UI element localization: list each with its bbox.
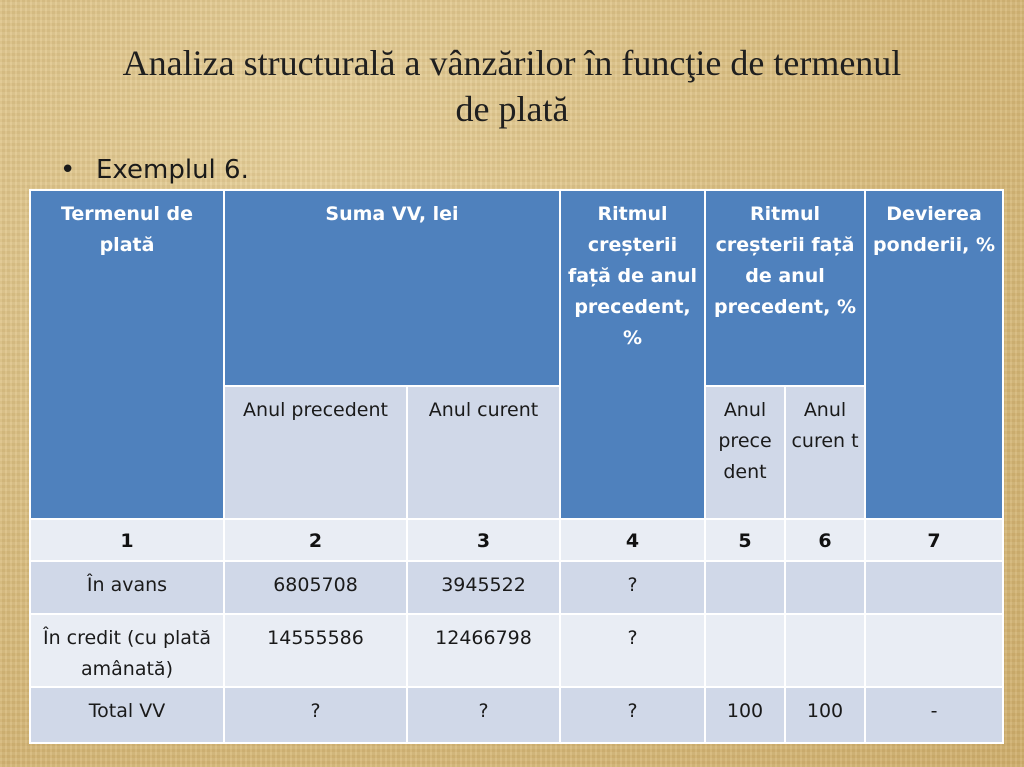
table-cell: ? [407, 687, 560, 743]
table-cell: 100 [705, 687, 785, 743]
table-cell: 14555586 [224, 614, 407, 687]
table-cell: 100 [785, 687, 865, 743]
table-cell: ? [224, 687, 407, 743]
sales-structure-table [29, 189, 1004, 744]
column-number: 3 [407, 519, 560, 561]
header-devierea: Devierea ponderii, % [865, 190, 1003, 519]
column-number: 7 [865, 519, 1003, 561]
table-cell: ? [560, 614, 705, 687]
table-cell: ? [560, 687, 705, 743]
subheader-anul-curent-short: Anul curen t [785, 386, 865, 519]
row-label: În credit (cu plată amânată) [30, 614, 224, 687]
bullet-icon: • [60, 155, 76, 185]
column-number: 6 [785, 519, 865, 561]
header-ritmul-crestere: Ritmul creșterii față de anul precedent, % [560, 190, 705, 519]
column-number: 5 [705, 519, 785, 561]
header-termenul: Termenul de plată [30, 190, 224, 519]
table-cell [865, 561, 1003, 614]
table-cell [785, 561, 865, 614]
subheader-anul-curent: Anul curent [407, 386, 560, 519]
subheader-anul-precedent: Anul precedent [224, 386, 407, 519]
table-cell: 3945522 [407, 561, 560, 614]
table-row [30, 687, 1003, 743]
row-label: În avans [30, 561, 224, 614]
table-cell [785, 614, 865, 687]
column-number: 1 [30, 519, 224, 561]
bullet-item [60, 150, 249, 190]
slide-title-line-1: Analiza structurală a vânzărilor în funcţie de termenul [122, 43, 902, 83]
header-suma: Suma VV, lei [224, 190, 560, 386]
table-cell [865, 614, 1003, 687]
table-cell: 6805708 [224, 561, 407, 614]
table-cell [705, 614, 785, 687]
table-cell: 12466798 [407, 614, 560, 687]
slide-title-line-2: de plată [455, 89, 569, 129]
subheader-anul-precedent-short: Anul prece dent [705, 386, 785, 519]
bullet-text: Exemplul 6. [96, 155, 249, 185]
table-cell: - [865, 687, 1003, 743]
table-row [30, 561, 1003, 614]
column-number: 4 [560, 519, 705, 561]
row-label: Total VV [30, 687, 224, 743]
table-cell [705, 561, 785, 614]
column-number: 2 [224, 519, 407, 561]
header-ritmul-crestere-fata: Ritmul creșterii față de anul precedent, % [705, 190, 865, 386]
column-number-row [30, 519, 1003, 561]
table-row [30, 614, 1003, 687]
slide-title [60, 40, 964, 132]
table-cell: ? [560, 561, 705, 614]
